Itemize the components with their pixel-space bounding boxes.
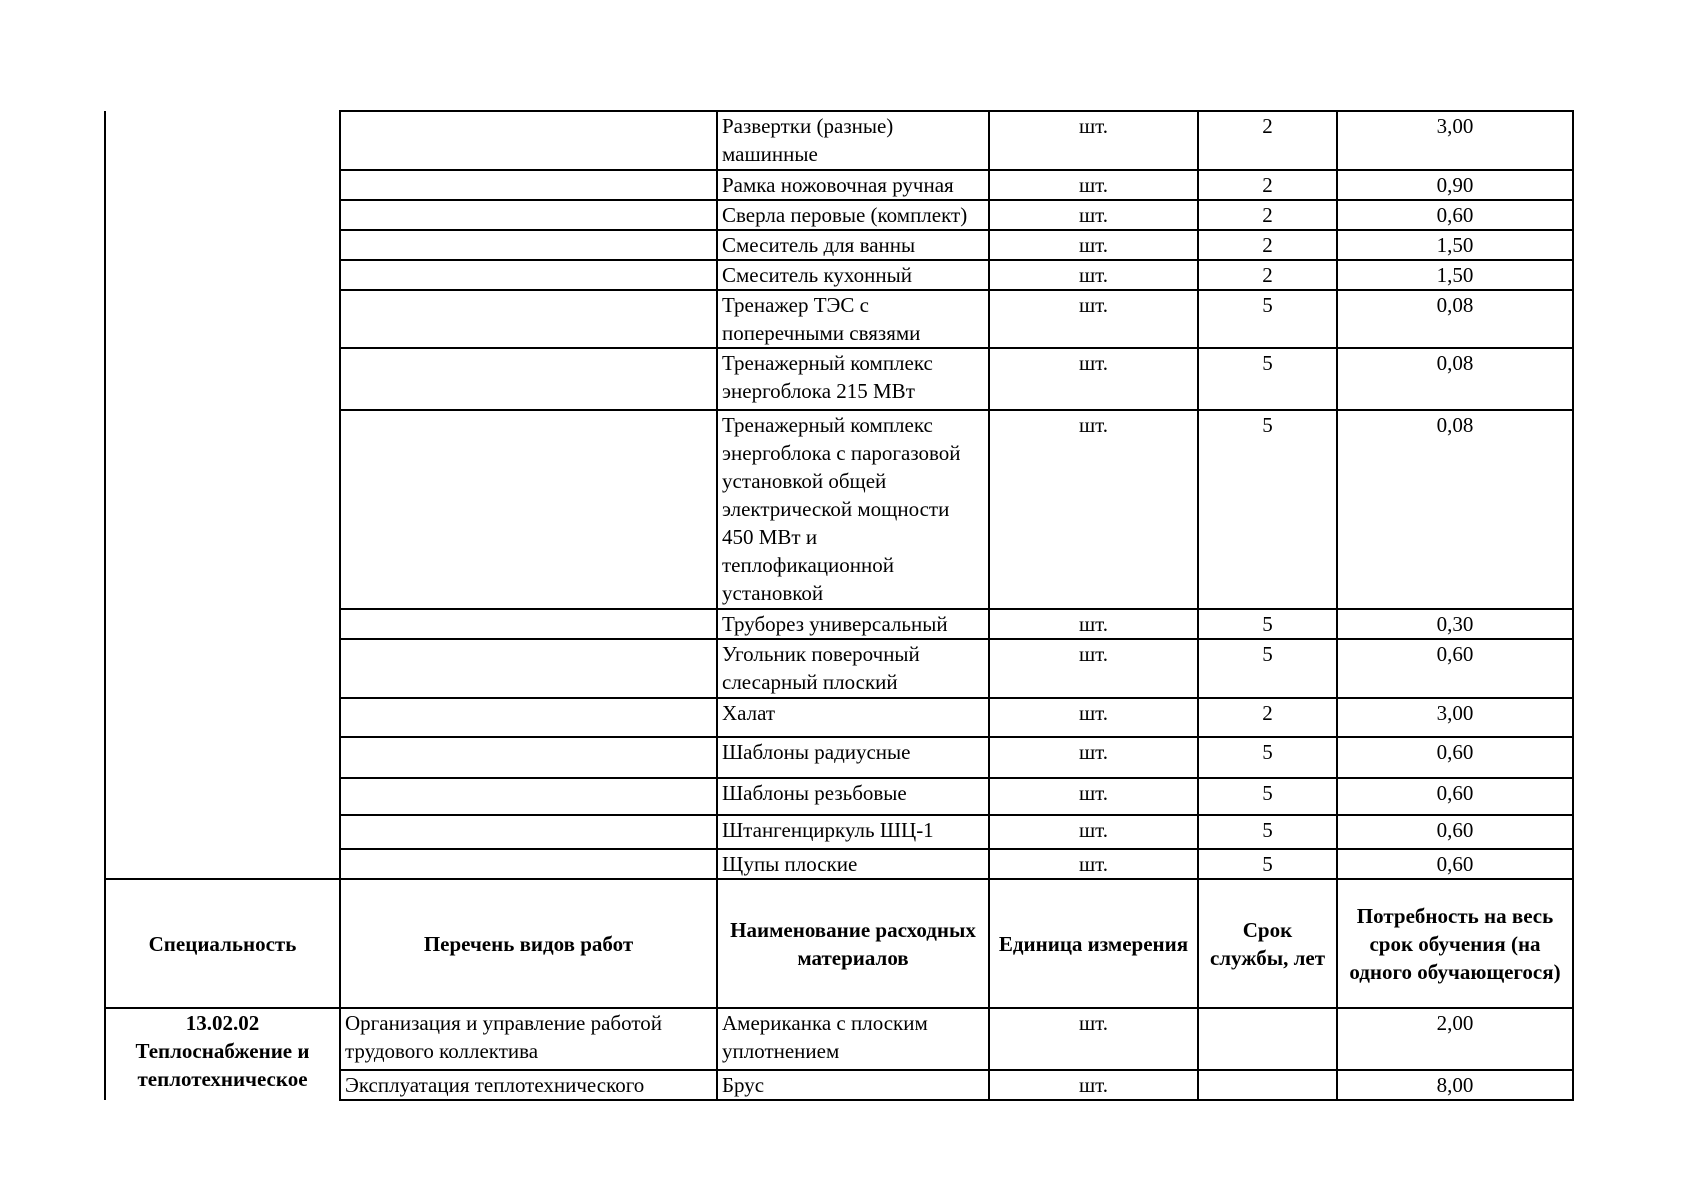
unit-cell: шт. xyxy=(989,849,1198,879)
unit-cell: шт. xyxy=(989,815,1198,849)
material-name: Тренажер ТЭС с поперечными связями xyxy=(717,290,989,348)
table-header-row xyxy=(105,879,1573,1008)
material-name: Тренажерный комплекс энергоблока 215 МВт xyxy=(717,348,989,410)
material-name: Щупы плоские xyxy=(717,849,989,879)
works-cell xyxy=(340,737,717,778)
works-cell: Эксплуатация теплотехнического xyxy=(340,1070,717,1100)
material-name: Смеситель для ванны xyxy=(717,230,989,260)
table-row xyxy=(105,1008,1573,1070)
works-cell xyxy=(340,200,717,230)
material-name: Развертки (разные) машинные xyxy=(717,111,989,170)
unit-cell: шт. xyxy=(989,200,1198,230)
works-cell xyxy=(340,849,717,879)
material-name: Труборез универсальный xyxy=(717,609,989,639)
table-row xyxy=(105,111,1573,170)
works-cell xyxy=(340,698,717,737)
need-cell: 0,60 xyxy=(1337,639,1573,698)
material-name: Тренажерный комплекс энергоблока с парогазовой установкой общей электрической мощности 450 МВт и теплофикационной установкой xyxy=(717,410,989,609)
need-cell: 2,00 xyxy=(1337,1008,1573,1070)
need-cell: 0,60 xyxy=(1337,815,1573,849)
specialty-cell-empty xyxy=(105,111,340,879)
service-life-cell: 5 xyxy=(1198,348,1337,410)
need-cell: 0,60 xyxy=(1337,778,1573,815)
need-cell: 8,00 xyxy=(1337,1070,1573,1100)
material-name: Рамка ножовочная ручная xyxy=(717,170,989,200)
works-cell xyxy=(340,815,717,849)
unit-cell: шт. xyxy=(989,170,1198,200)
service-life-cell: 2 xyxy=(1198,698,1337,737)
service-life-cell: 5 xyxy=(1198,815,1337,849)
works-cell xyxy=(340,348,717,410)
works-cell xyxy=(340,111,717,170)
material-name: Смеситель кухонный xyxy=(717,260,989,290)
material-name: Халат xyxy=(717,698,989,737)
material-name: Шаблоны радиусные xyxy=(717,737,989,778)
works-cell xyxy=(340,290,717,348)
unit-cell: шт. xyxy=(989,410,1198,609)
unit-cell: шт. xyxy=(989,778,1198,815)
header-unit: Единица измерения xyxy=(989,879,1198,1008)
need-cell: 0,60 xyxy=(1337,200,1573,230)
service-life-cell: 2 xyxy=(1198,260,1337,290)
unit-cell: шт. xyxy=(989,348,1198,410)
material-name: Угольник поверочный слесарный плоский xyxy=(717,639,989,698)
need-cell: 0,08 xyxy=(1337,290,1573,348)
works-cell xyxy=(340,260,717,290)
need-cell: 0,60 xyxy=(1337,737,1573,778)
material-name: Штангенциркуль ШЦ-1 xyxy=(717,815,989,849)
unit-cell: шт. xyxy=(989,260,1198,290)
need-cell: 0,90 xyxy=(1337,170,1573,200)
need-cell: 3,00 xyxy=(1337,111,1573,170)
materials-table xyxy=(104,110,1574,1101)
service-life-cell: 2 xyxy=(1198,230,1337,260)
works-cell xyxy=(340,778,717,815)
works-cell: Организация и управление работой трудового коллектива xyxy=(340,1008,717,1070)
need-cell: 1,50 xyxy=(1337,260,1573,290)
specialty-name: Теплоснабжение и теплотехническое xyxy=(135,1039,310,1091)
unit-cell: шт. xyxy=(989,111,1198,170)
unit-cell: шт. xyxy=(989,290,1198,348)
specialty-code: 13.02.02 xyxy=(185,1011,260,1035)
unit-cell: шт. xyxy=(989,1070,1198,1100)
unit-cell: шт. xyxy=(989,698,1198,737)
service-life-cell: 5 xyxy=(1198,737,1337,778)
service-life-cell: 5 xyxy=(1198,609,1337,639)
need-cell: 0,30 xyxy=(1337,609,1573,639)
header-material: Наименование расходных материалов xyxy=(717,879,989,1008)
header-service-life: Срок службы, лет xyxy=(1198,879,1337,1008)
material-name: Брус xyxy=(717,1070,989,1100)
works-cell xyxy=(340,410,717,609)
works-cell xyxy=(340,609,717,639)
need-cell: 0,08 xyxy=(1337,410,1573,609)
need-cell: 0,60 xyxy=(1337,849,1573,879)
material-name: Американка с плоским уплотнением xyxy=(717,1008,989,1070)
service-life-cell: 5 xyxy=(1198,290,1337,348)
unit-cell: шт. xyxy=(989,230,1198,260)
header-specialty: Специальность xyxy=(105,879,340,1008)
service-life-cell: 5 xyxy=(1198,410,1337,609)
service-life-cell xyxy=(1198,1008,1337,1070)
service-life-cell: 5 xyxy=(1198,778,1337,815)
service-life-cell: 5 xyxy=(1198,639,1337,698)
service-life-cell: 2 xyxy=(1198,200,1337,230)
header-works: Перечень видов работ xyxy=(340,879,717,1008)
service-life-cell: 2 xyxy=(1198,170,1337,200)
service-life-cell: 2 xyxy=(1198,111,1337,170)
works-cell xyxy=(340,230,717,260)
need-cell: 1,50 xyxy=(1337,230,1573,260)
unit-cell: шт. xyxy=(989,639,1198,698)
works-cell xyxy=(340,639,717,698)
specialty-cell xyxy=(105,1008,340,1100)
material-name: Шаблоны резьбовые xyxy=(717,778,989,815)
unit-cell: шт. xyxy=(989,609,1198,639)
service-life-cell: 5 xyxy=(1198,849,1337,879)
need-cell: 3,00 xyxy=(1337,698,1573,737)
service-life-cell xyxy=(1198,1070,1337,1100)
header-need: Потребность на весь срок обучения (на одного обучающегося) xyxy=(1337,879,1573,1008)
need-cell: 0,08 xyxy=(1337,348,1573,410)
unit-cell: шт. xyxy=(989,737,1198,778)
material-name: Сверла перовые (комплект) xyxy=(717,200,989,230)
works-cell xyxy=(340,170,717,200)
unit-cell: шт. xyxy=(989,1008,1198,1070)
